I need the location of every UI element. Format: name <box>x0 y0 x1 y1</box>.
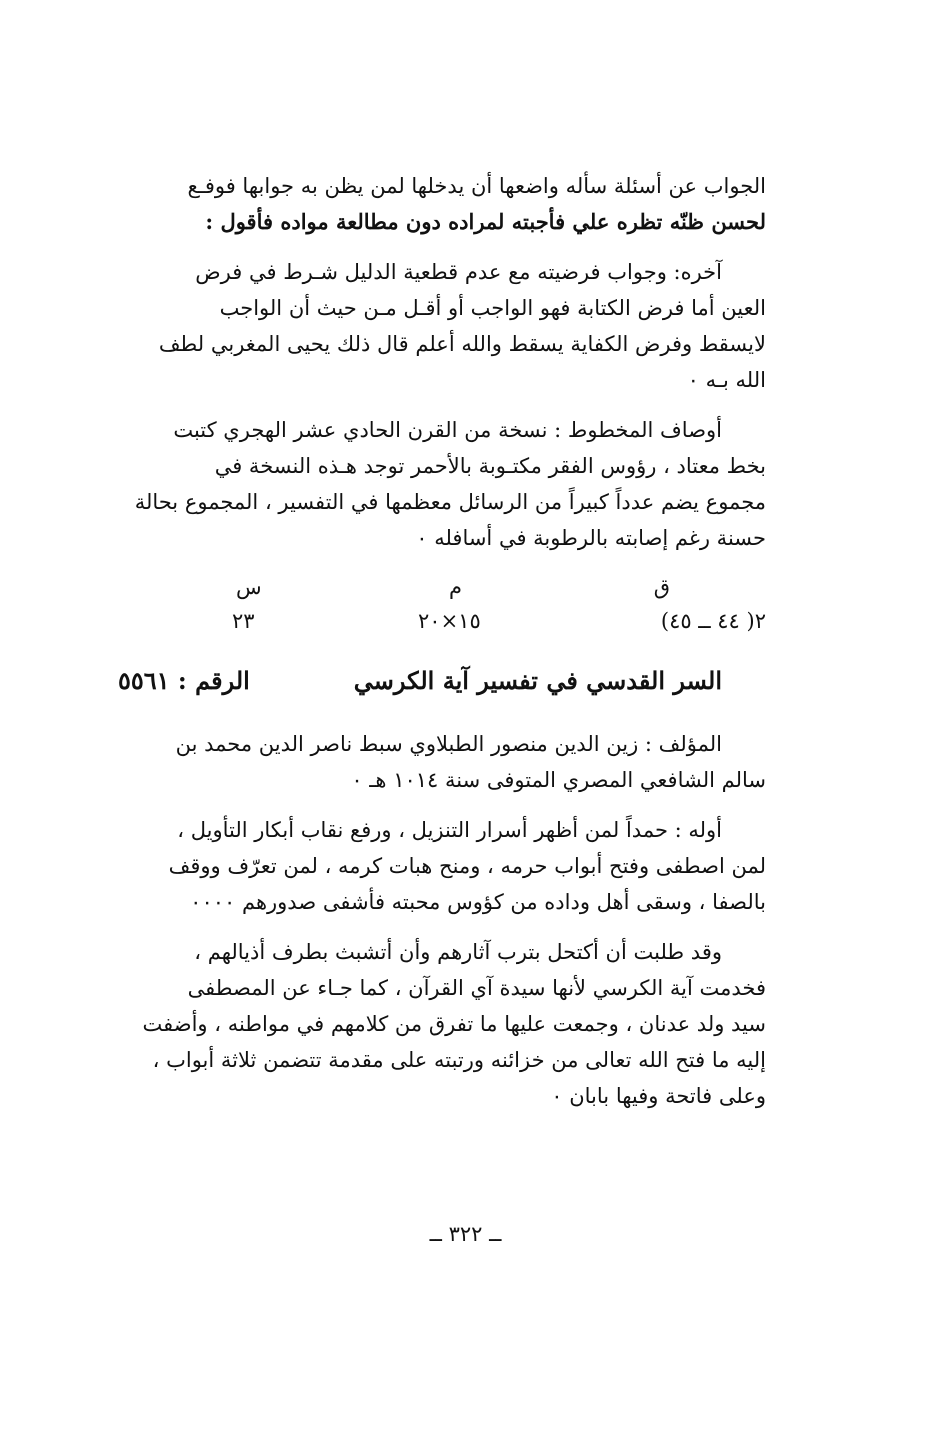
page-number: ــ ٣٢٢ ــ <box>429 1222 502 1246</box>
page-body <box>118 168 766 1128</box>
body-paragraph <box>118 934 766 1114</box>
text-line: فخدمت آية الكرسي لأنها سيدة آي القرآن ، كما جـاء عن المصطفى <box>187 976 766 1000</box>
value-size: ١٥×٢٠ <box>418 609 481 633</box>
entry-heading <box>118 660 766 712</box>
manuscript-description <box>118 412 766 556</box>
text-line: المؤلف : زين الدين منصور الطبلاوي سبط ناصر الدين محمد بن <box>175 732 722 756</box>
value-lines: ٢٣ <box>232 609 255 633</box>
text-line: بخط معتاد ، رؤوس الفقر مكتـوبة بالأحمر توجد هـذه النسخة في <box>214 454 766 478</box>
text-line: بالصفا ، وسقى أهل وداده من كؤوس محبته فأشفى صدورهم ٠٠٠٠ <box>190 890 766 914</box>
text-line: العين أما فرض الكتابة فهو الواجب أو أقـل مـن حيث أن الواجب <box>219 296 766 320</box>
text-line: آخره: وجواب فرضيته مع عدم قطعية الدليل شـرط في فرض <box>195 260 722 284</box>
text-line: الله بـه ٠ <box>687 368 766 392</box>
text-line: لحسن ظنّه تظره علي فأجبته لمراده دون مطالعة مواده فأقول : <box>205 209 766 234</box>
manuscript-stats-table <box>118 570 766 646</box>
text-line: سيد ولد عدنان ، وجمعت عليها ما تفرق من كلامهم في مواطنه ، وأضفت <box>142 1012 766 1036</box>
header-lines: س <box>236 575 262 599</box>
text-line: لمن اصطفى وفتح أبواب حرمه ، ومنح هبات كرمه ، لمن تعرّف ووقف <box>168 854 766 878</box>
text-line: أوله : حمداً لمن أظهر أسرار التنزيل ، ورفع نقاب أبكار التأويل ، <box>177 818 722 842</box>
text-line: مجموع يضم عدداً كبيراً من الرسائل معظمها في التفسير ، المجموع بحالة <box>134 490 766 514</box>
text-line: إليه ما فتح الله تعالى من خزائنه ورتبته على مقدمة تتضمن ثلاثة أبواب ، <box>152 1048 766 1072</box>
entry-number: الرقم : ٥٥٦١ <box>118 666 250 695</box>
answer-paragraph <box>118 168 766 240</box>
entry-title: السر القدسي في تفسير آية الكرسي <box>353 666 722 695</box>
value-leaves: ٢( ٤٤ ــ ٤٥) <box>660 609 766 633</box>
header-leaves: ق <box>653 575 670 599</box>
author-paragraph <box>118 726 766 798</box>
ending-paragraph <box>118 254 766 398</box>
text-line: وعلى فاتحة وفيها بابان ٠ <box>551 1084 766 1108</box>
text-line: لايسقط وفرض الكفاية يسقط والله أعلم قال ذلك يحيى المغربي لطف <box>158 332 766 356</box>
text-line: سالم الشافعي المصري المتوفى سنة ١٠١٤ هـ ٠ <box>351 768 766 792</box>
text-line: وقد طلبت أن أكتحل بترب آثارهم وأن أتشبث بطرف أذيالهم ، <box>194 940 722 964</box>
text-line: أوصاف المخطوط : نسخة من القرن الحادي عشر الهجري كتبت <box>173 418 722 442</box>
text-line: الجواب عن أسئلة سأله واضعها أن يدخلها لمن يظن به جوابها فوفـع <box>187 174 766 198</box>
beginning-paragraph <box>118 812 766 920</box>
text-line: حسنة رغم إصابته بالرطوبة في أسافله ٠ <box>416 526 766 550</box>
header-size: م <box>449 575 463 599</box>
